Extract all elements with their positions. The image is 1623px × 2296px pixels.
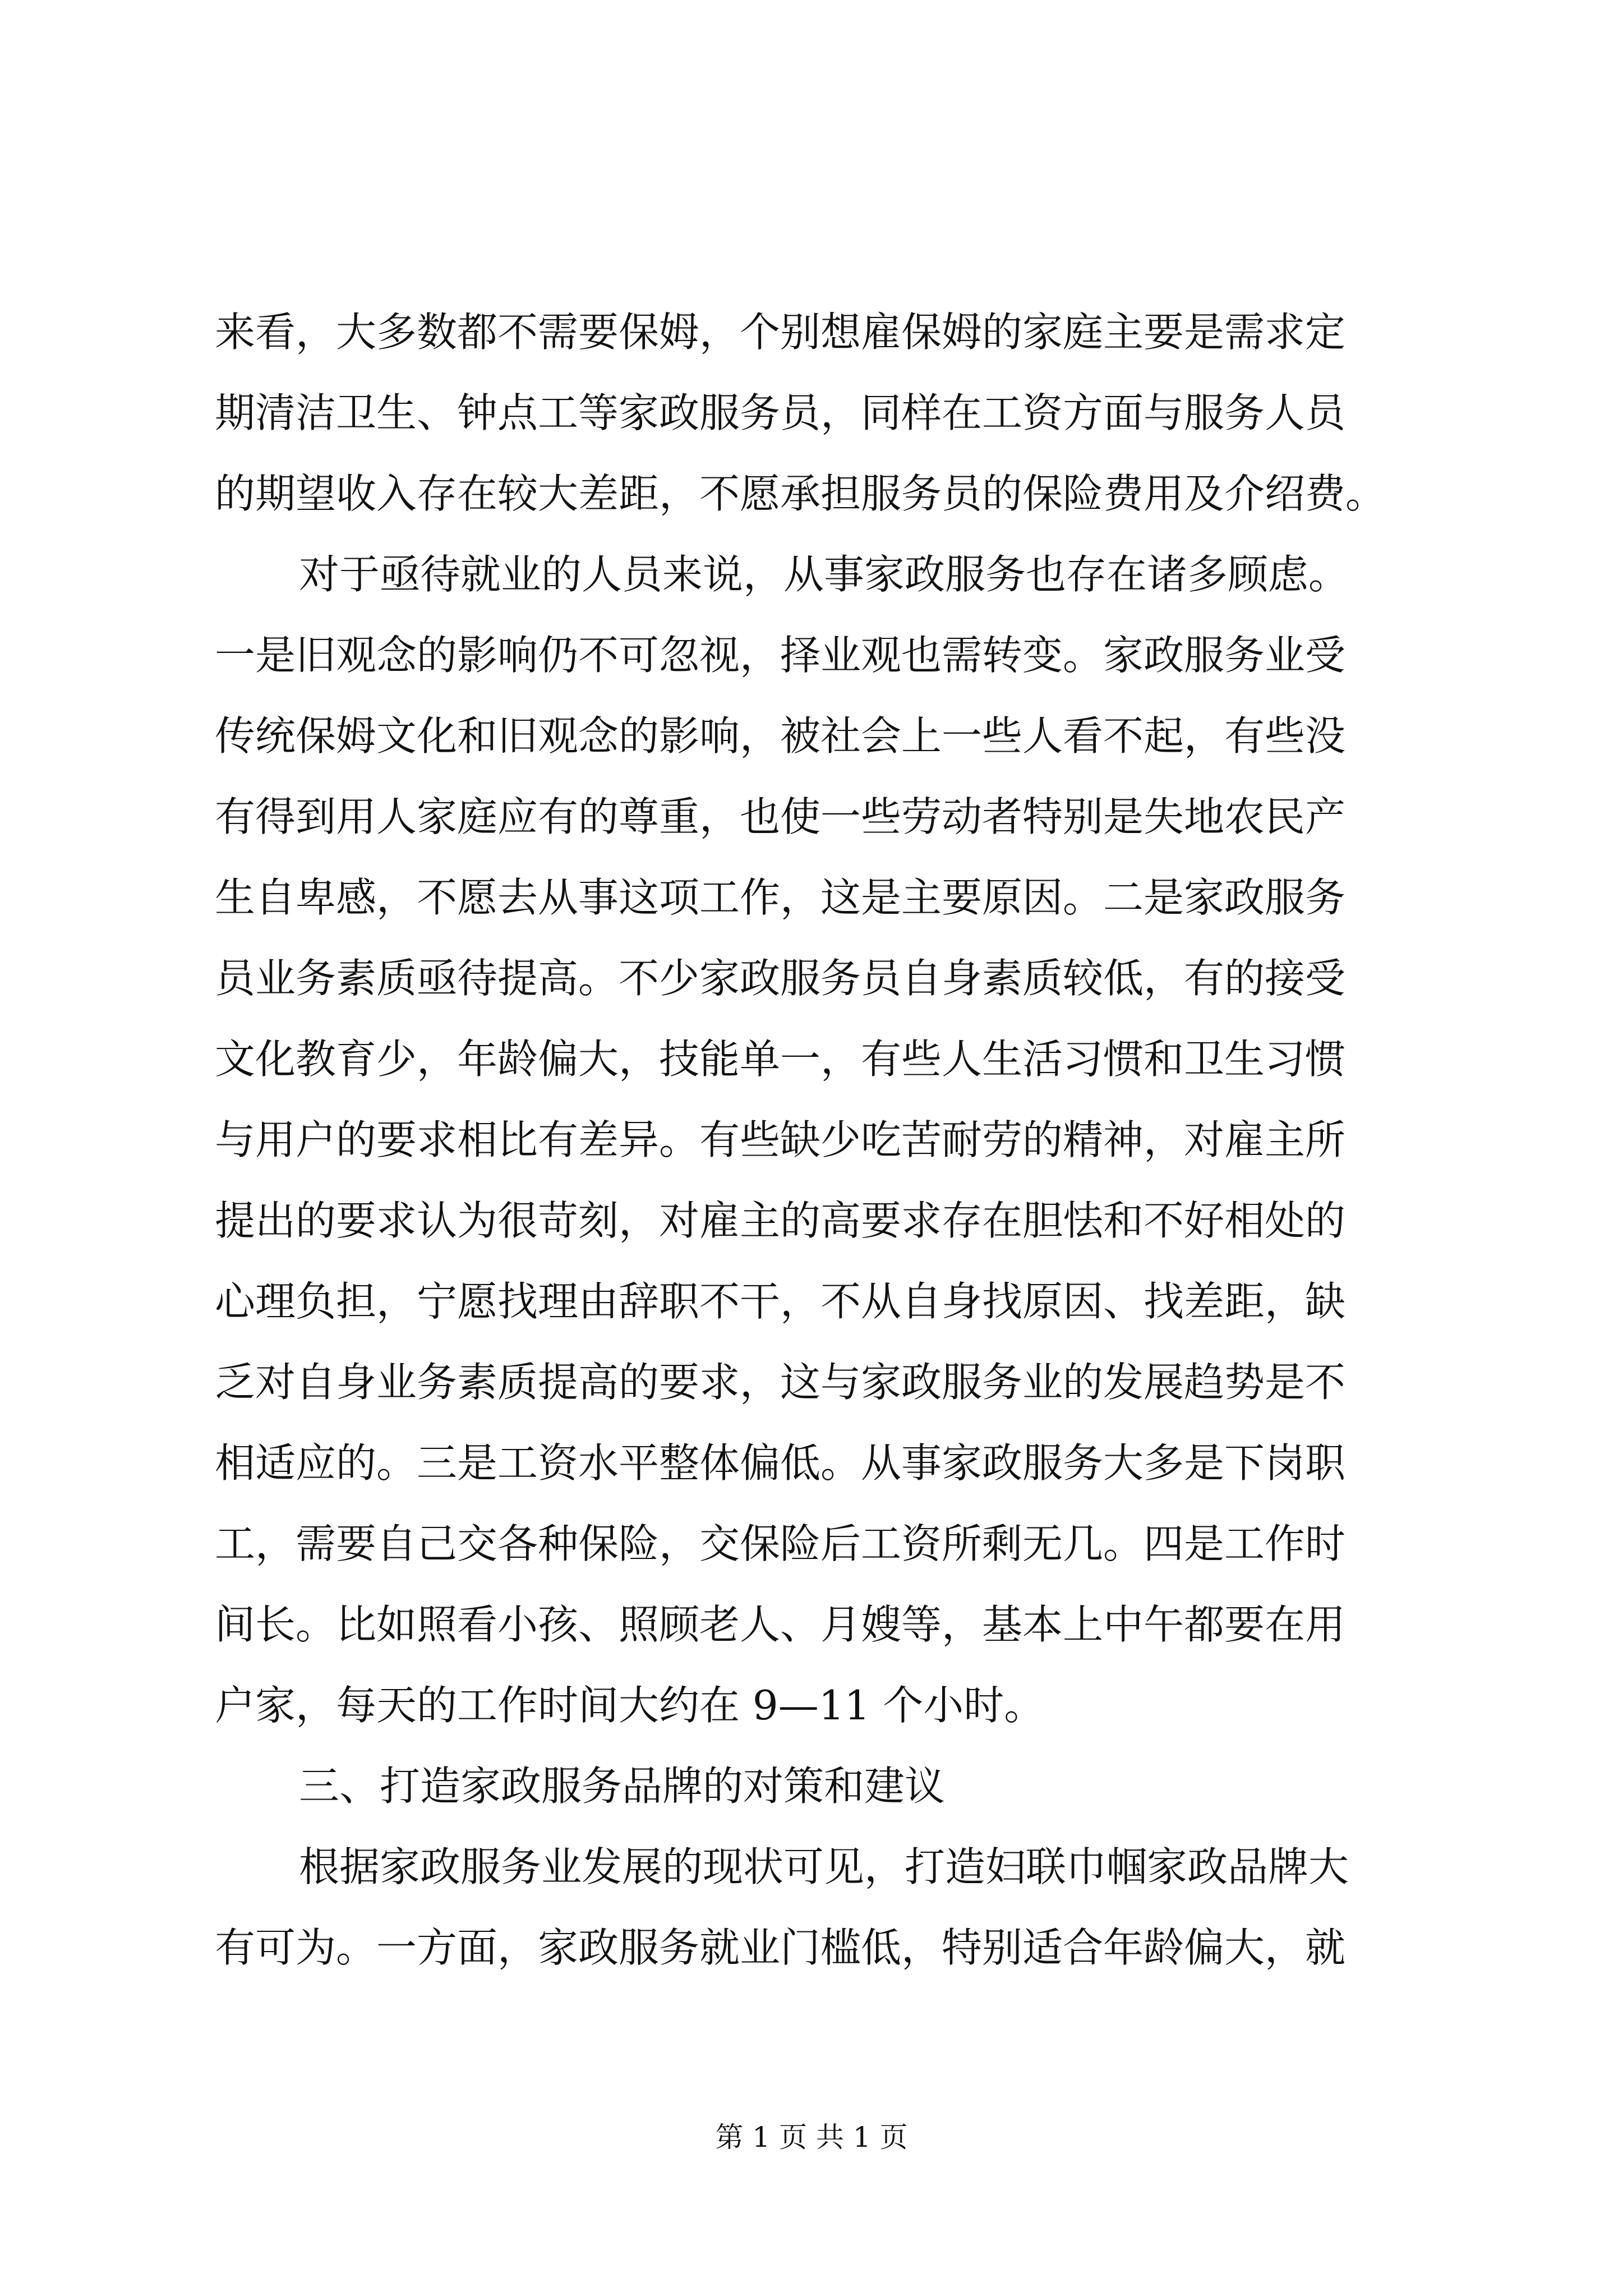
body-text [215,292,1426,1988]
text-line: 传统保姆文化和旧观念的影响，被社会上一些人看不起，有些没 [215,712,1346,760]
text-line: 期清洁卫生、钟点工等家政服务员，同样在工资方面与服务人员 [215,389,1346,436]
text-line: 有得到用人家庭应有的尊重，也使一些劳动者特别是失地农民产 [215,793,1346,840]
paragraph-start-line: 根据家政服务业发展的现状可见，打造妇联巾帼家政品牌大 [299,1843,1349,1890]
text-line: 的期望收入存在较大差距，不愿承担服务员的保险费用及介绍费。 [215,470,1386,517]
text-line: 心理负担，宁愿找理由辞职不干，不从自身找原因、找差距，缺 [215,1278,1346,1325]
text-line: 相适应的。三是工资水平整体偏低。从事家政服务大多是下岗职 [215,1439,1346,1487]
paragraph-start-line: 对于亟待就业的人员来说，从事家政服务也存在诸多顾虑。 [299,551,1349,598]
text-line: 提出的要求认为很苛刻，对雇主的高要求存在胆怯和不好相处的 [215,1197,1346,1244]
section-heading: 三、打造家政服务品牌的对策和建议 [299,1763,946,1810]
text-line: 有可为。一方面，家政服务就业门槛低，特别适合年龄偏大，就 [215,1924,1346,1971]
text-line: 间长。比如照看小孩、照顾老人、月嫂等，基本上中午都要在用 [215,1601,1346,1648]
text-line: 员业务素质亟待提高。不少家政服务员自身素质较低，有的接受 [215,955,1346,1002]
text-line: 一是旧观念的影响仍不可忽视，择业观也需转变。家政服务业受 [215,632,1346,679]
page-footer: 第 1 页 共 1 页 [715,2121,908,2154]
text-line: 户家，每天的工作时间大约在 9—11 个小时。 [215,1682,1045,1729]
text-line: 乏对自身业务素质提高的要求，这与家政服务业的发展趋势是不 [215,1359,1346,1406]
text-line: 生自卑感，不愿去从事这项工作，这是主要原因。二是家政服务 [215,874,1346,921]
text-line: 与用户的要求相比有差异。有些缺少吃苦耐劳的精神，对雇主所 [215,1116,1346,1163]
text-line: 工，需要自己交各种保险，交保险后工资所剩无几。四是工作时 [215,1520,1346,1567]
text-line: 来看，大多数都不需要保姆，个别想雇保姆的家庭主要是需求定 [215,309,1346,356]
text-line: 文化教育少，年龄偏大，技能单一，有些人生活习惯和卫生习惯 [215,1036,1346,1083]
